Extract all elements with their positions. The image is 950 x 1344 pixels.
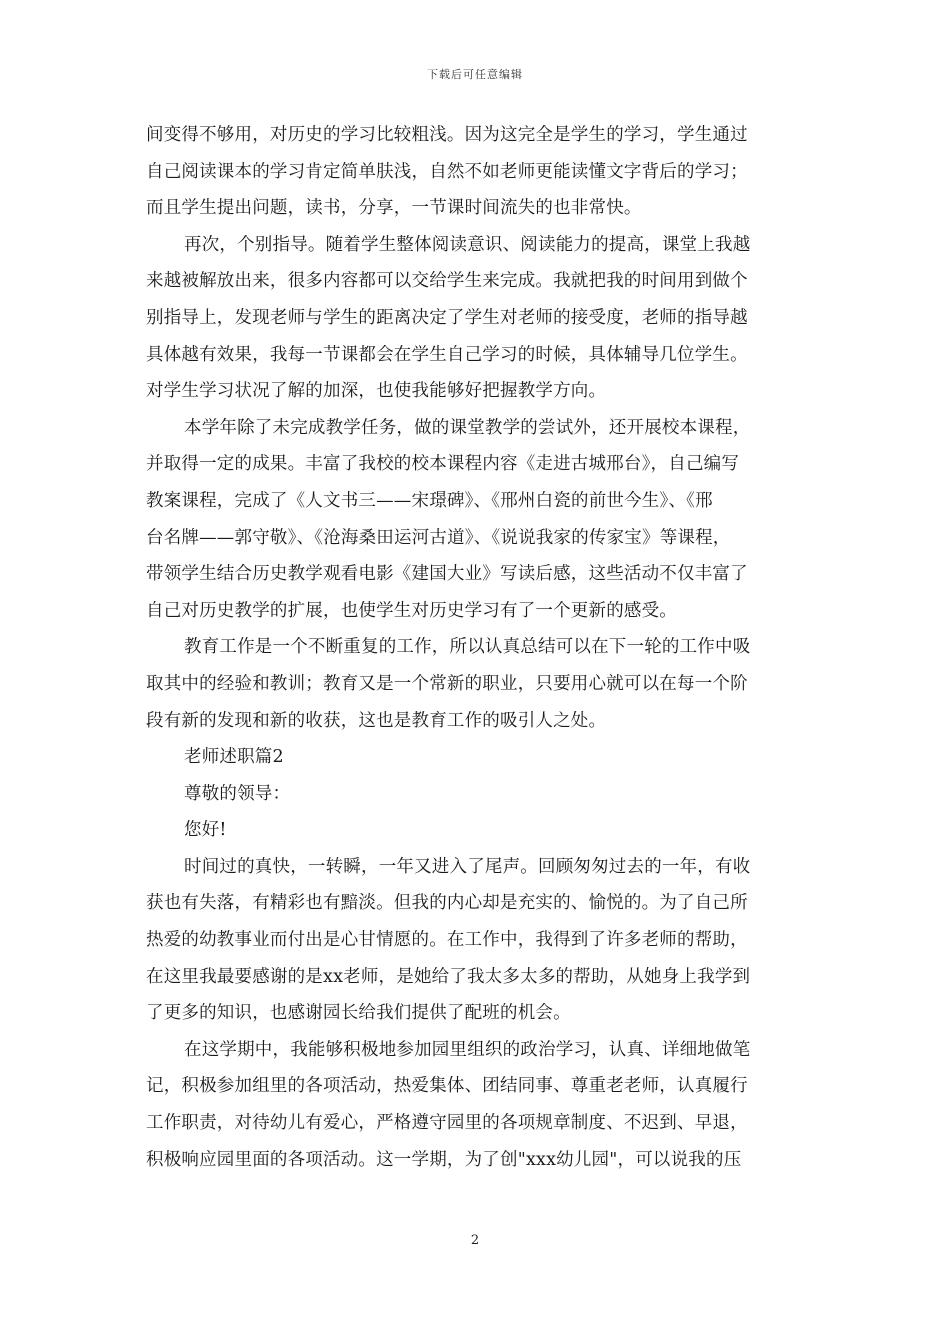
text-line: 带领学生结合历史教学观看电影《建国大业》写读后感，这些活动不仅丰富了: [146, 564, 748, 585]
text-line: 台名牌——郭守敬》、《沧海桑田运河古道》、《说说我家的传家宝》等课程，: [146, 527, 731, 548]
text-line: 自己阅读课本的学习肯定简单肤浅，自然不如老师更能读懂文字背后的学习；: [146, 161, 748, 182]
text-line: 对学生学习状况了解的加深，也使我能够好把握教学方向。: [146, 381, 607, 402]
text-line: 教育工作是一个不断重复的工作，所以认真总结可以在下一轮的工作中吸: [184, 637, 751, 658]
document-body: [146, 117, 836, 1178]
page-number: 2: [470, 1233, 480, 1248]
text-line: 记，积极参加组里的各项活动，热爱集体、团结同事、尊重老老师，认真履行: [146, 1076, 748, 1097]
text-line: 段有新的发现和新的收获，这也是教育工作的吸引人之处。: [146, 710, 607, 731]
text-line: 再次，个别指导。随着学生整体阅读意识、阅读能力的提高，课堂上我越: [184, 234, 751, 255]
text-line: 别指导上，发现老师与学生的距离决定了学生对老师的接受度，老师的指导越: [146, 307, 748, 328]
text-line: 时间过的真快，一转瞬，一年又进入了尾声。回顾匆匆过去的一年，有收: [184, 856, 751, 877]
text-line: 工作职责，对待幼儿有爱心，严格遵守园里的各项规章制度、不迟到、早退，: [146, 1113, 748, 1134]
text-line: 老师述职篇2: [184, 747, 284, 768]
text-line: 获也有失落，有精彩也有黯淡。但我的内心却是充实的、愉悦的。为了自己所: [146, 893, 748, 914]
text-line: 尊敬的领导：: [184, 783, 291, 804]
text-line: 而且学生提出问题，读书，分享，一节课时间流失的也非常快。: [146, 198, 642, 219]
text-line: 自己对历史教学的扩展，也使学生对历史学习有了一个更新的感受。: [146, 600, 677, 621]
text-line: 本学年除了未完成教学任务，做的课堂教学的尝试外，还开展校本课程，: [184, 417, 751, 438]
page-header: 下载后可任意编辑: [427, 68, 523, 81]
text-line: 并取得一定的成果。丰富了我校的校本课程内容《走进古城邢台》，自己编写: [146, 454, 740, 475]
text-line: 间变得不够用，对历史的学习比较粗浅。因为这完全是学生的学习，学生通过: [146, 125, 748, 145]
text-line: 在这里我最要感谢的是xx老师，是她给了我太多太多的帮助，从她身上我学到: [146, 966, 751, 987]
text-line: 教案课程，完成了《人文书三——宋璟碑》、《邢州白瓷的前世今生》、《邢: [146, 490, 713, 511]
text-line: 积极响应园里面的各项活动。这一学期，为了创"xxx幼儿园"，可以说我的压: [146, 1149, 742, 1170]
text-line: 在这学期中，我能够积极地参加园里组织的政治学习，认真、详细地做笔: [184, 1039, 751, 1060]
text-line: 来越被解放出来，很多内容都可以交给学生来完成。我就把我的时间用到做个: [146, 271, 748, 292]
text-line: 取其中的经验和教训；教育又是一个常新的职业，只要用心就可以在每一个阶: [146, 673, 748, 694]
text-line: 您好!: [184, 820, 227, 841]
text-line: 了更多的知识，也感谢园长给我们提供了配班的机会。: [146, 1003, 571, 1024]
text-line: 热爱的幼教事业而付出是心甘情愿的。在工作中，我得到了许多老师的帮助，: [146, 930, 748, 951]
text-line: 具体越有效果，我每一节课都会在学生自己学习的时候，具体辅导几位学生。: [146, 344, 748, 365]
